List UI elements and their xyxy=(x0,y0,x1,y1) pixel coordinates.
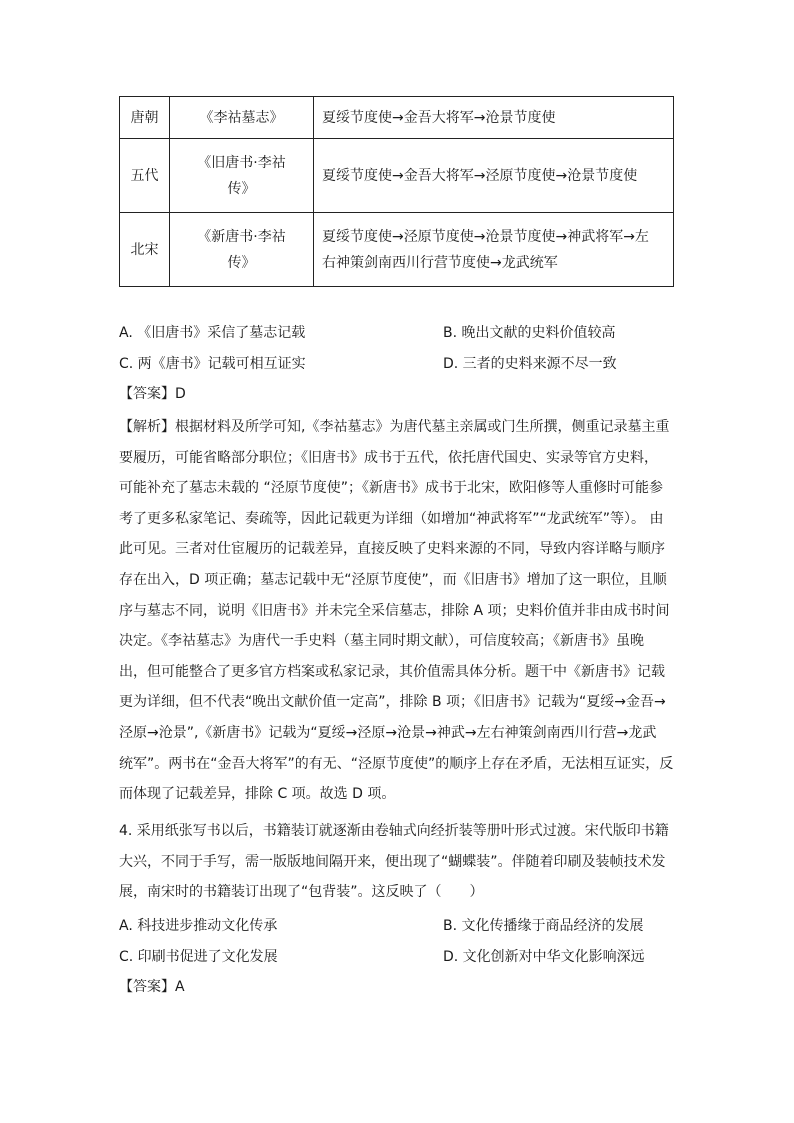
stem-line: 大兴，不同于手写，需一版版地间隔开来，便出现了“蝴蝶装”。伴随着印刷及装帧技术发 xyxy=(119,853,666,870)
analysis-line: 序与墓志不同，说明《旧唐书》并未完全采信墓志，排除 A 项；史料价值并非由成书时间 xyxy=(119,602,670,619)
analysis-line: 出，但可能整合了更多官方档案或私家记录，其价值需具体分析。题干中《新唐书》记载 xyxy=(119,663,665,680)
career-text: 右神策剑南西川行营节度使→龙武统军 xyxy=(322,254,558,271)
history-records-table xyxy=(119,96,674,287)
analysis-line: 可能补充了墓志未载的 “泾原节度使”；《新唐书》成书于北宋，欧阳修等人重修时可能参 xyxy=(119,480,663,497)
source-text: 传》 xyxy=(227,254,256,271)
career-cell xyxy=(314,139,674,213)
era-cell: 北宋 xyxy=(120,213,170,287)
analysis-line: 而体现了记载差异，排除 C 项。故选 D 项。 xyxy=(119,786,396,803)
analysis-line: 考了更多私家笔记、奏疏等，因此记载更为详细（如增加“神武将军”“龙武统军”等）。 由 xyxy=(119,510,664,527)
analysis-line: 统军”。两书在“金吾大将军”的有无、“泾原节度使”的顺序上存在矛盾，无法相互证实，反 xyxy=(119,755,674,772)
era-cell: 唐朝 xyxy=(120,97,170,139)
stem-line: 4. 采用纸张写书以后，书籍装订就逐渐由卷轴式向经折装等册叶形式过渡。宋代版印书籍 xyxy=(119,823,669,839)
era-cell: 五代 xyxy=(120,139,170,213)
source-cell xyxy=(170,139,314,213)
analysis-line: 【解析】根据材料及所学可知,《李祜墓志》为唐代墓主亲属或门生所撰，侧重记录墓主重 xyxy=(119,419,670,435)
analysis-line: 更为详细，但不代表“晚出文献价值一定高”，排除 B 项；《旧唐书》记载为“夏绥→金吾→ xyxy=(119,694,666,711)
analysis-line: 存在出入，D 项正确；墓志记载中无“泾原节度使”，而《旧唐书》增加了这一职位，且顺 xyxy=(119,571,667,588)
source-text: 《新唐书·李祜 xyxy=(197,228,286,245)
career-text: 夏绥节度使→泾原节度使→沧景节度使→神武将军→左 xyxy=(322,228,649,245)
table-row xyxy=(120,97,674,139)
q4-option-b: B. 文化传播缘于商品经济的发展 xyxy=(443,918,644,934)
q4-answer: 【答案】A xyxy=(119,979,185,995)
analysis-line: 决定。《李祜墓志》为唐代一手史料（墓主同时期文献），可信度较高；《新唐书》虽晚 xyxy=(119,633,644,650)
career-text: 夏绥节度使→金吾大将军→泾原节度使→沧景节度使 xyxy=(322,167,638,184)
q3-option-b: B. 晚出文献的史料价值较高 xyxy=(443,325,616,341)
q3-answer: 【答案】D xyxy=(119,386,186,402)
table-row xyxy=(120,139,674,213)
career-cell xyxy=(314,97,674,139)
source-cell xyxy=(170,97,314,139)
q4-stem xyxy=(119,816,677,908)
q4-option-d: D. 文化创新对中华文化影响深远 xyxy=(443,949,645,965)
career-cell xyxy=(314,213,674,287)
analysis-line: 要履历，可能省略部分职位；《旧唐书》成书于五代，依托唐代国史、实录等官方史料， xyxy=(119,449,658,466)
source-text: 传》 xyxy=(227,180,256,197)
source-text: 《李祜墓志》 xyxy=(199,109,284,126)
source-cell xyxy=(170,213,314,287)
analysis-line: 此可见。三者对仕宦履历的记载差异，直接反映了史料来源的不同，导致内容详略与顺序 xyxy=(119,541,665,558)
q3-analysis xyxy=(119,412,677,810)
career-text: 夏绥节度使→金吾大将军→沧景节度使 xyxy=(322,109,556,126)
analysis-line: 泾原→沧景”,《新唐书》记载为“夏绥→泾原→沧景→神武→左右神策剑南西川行营→龙武 xyxy=(119,724,657,741)
q4-option-c: C. 印刷书促进了文化发展 xyxy=(119,949,278,965)
table-row xyxy=(120,213,674,287)
stem-line: 展，南宋时的书籍装订出现了“包背装”。这反映了（ ） xyxy=(119,884,484,901)
source-text: 《旧唐书·李祜 xyxy=(197,154,286,171)
q4-option-a: A. 科技进步推动文化传承 xyxy=(119,918,278,934)
q3-option-d: D. 三者的史料来源不尽一致 xyxy=(443,356,617,372)
q3-option-c: C. 两《唐书》记载可相互证实 xyxy=(119,356,306,372)
q3-option-a: A. 《旧唐书》采信了墓志记载 xyxy=(119,325,306,341)
